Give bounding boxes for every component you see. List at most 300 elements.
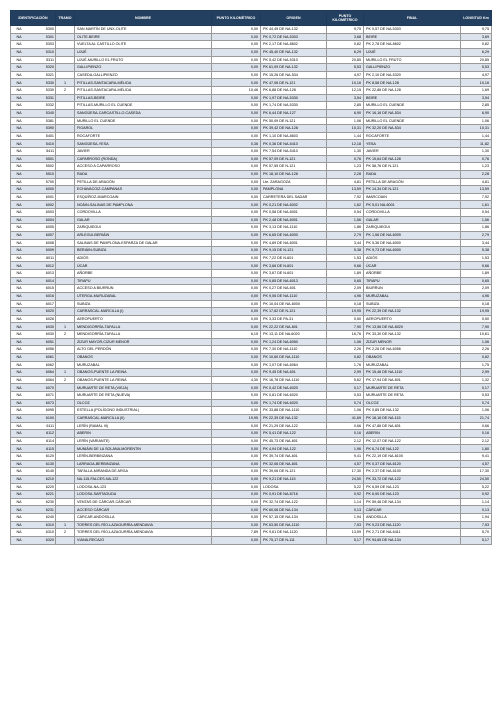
cell-pk-origen: 0,00 — [212, 338, 261, 346]
cell-pk-origen: 0,00 — [212, 41, 261, 49]
table-row — [11, 399, 492, 407]
cell-longitud: 9,75 — [461, 26, 492, 34]
cell-carretera: NA — [16, 111, 22, 116]
cell-nombre: AÑORBE — [75, 270, 212, 278]
cell-final: PK 18,16 DE NA-115 — [364, 414, 461, 422]
cell-nombre: JAVIER — [75, 148, 212, 156]
cell-origen: PK 75,17 DE N-111 — [261, 536, 327, 544]
cell-origen: PK 21,29 DE NA-122 — [261, 422, 327, 430]
cell-nombre: CARRASCAL-MARCILLA (I) — [75, 308, 212, 316]
cell-pk-origen: 0,00 — [212, 262, 261, 270]
cell-pk-origen: 0,00 — [212, 384, 261, 392]
cell-origen: PK 1,74 DE NA-5330 — [261, 102, 327, 110]
cell-final: ÚCAR — [364, 262, 461, 270]
cell-carretera: NA — [16, 217, 22, 222]
cell-pk-origen: 0,00 — [212, 201, 261, 209]
cell-nombre: PITILLAS-MURILLO EL CUENDE — [75, 102, 212, 110]
cell-carretera: NA — [16, 385, 22, 390]
cell-longitud: 13,59 — [461, 186, 492, 194]
cell-nombre: VIANA-RECAJO — [75, 536, 212, 544]
cell-identificacion-group — [11, 216, 56, 224]
cell-identificacion: 5320 — [45, 65, 54, 70]
table-row — [11, 94, 492, 102]
cell-carretera: NA — [16, 156, 22, 161]
cell-final: PK 94,65 DE NA-134 — [364, 536, 461, 544]
cell-pk-final: 2,09 — [327, 285, 364, 293]
cell-tramo — [56, 262, 75, 270]
cell-longitud: 0,66 — [461, 262, 492, 270]
cell-final: PK 8,58 DE NA-128 — [364, 79, 461, 87]
cell-final: PK 58,76 DE N-121 — [364, 163, 461, 171]
cell-pk-final: 16,76 — [327, 331, 364, 339]
cell-pk-final: 4,96 — [327, 292, 364, 300]
cell-longitud: 0,66 — [461, 422, 492, 430]
cell-nombre: TORRES DEL RÍO-LAZAGURRÍA-MENDAVIA — [75, 529, 212, 537]
table-row — [11, 285, 492, 293]
cell-longitud: 10,16 — [461, 79, 492, 87]
cell-carretera: NA — [16, 233, 22, 238]
cell-tramo — [56, 170, 75, 178]
cell-final: ZARIQUIEGUI — [364, 224, 461, 232]
cell-carretera: NA — [16, 530, 22, 535]
cell-longitud: 1,56 — [461, 216, 492, 224]
cell-nombre: UJUÉ — [75, 48, 212, 56]
cell-pk-origen: 0,00 — [212, 155, 261, 163]
cell-nombre: VUELTA AL CASTILLO OLITE — [75, 41, 212, 49]
cell-origen: PK 0,81 DE NA-6020 — [261, 392, 327, 400]
cell-tramo — [56, 102, 75, 110]
cell-identificacion: 6130 — [45, 461, 54, 466]
cell-final: YESA — [364, 140, 461, 148]
cell-nombre: CAPARROSO (RONDA) — [75, 155, 212, 163]
cell-pk-final: 0,66 — [327, 262, 364, 270]
cell-origen: PK 10,04 DE NA-6000 — [261, 300, 327, 308]
cell-final: MURILLO EL CUENDE — [364, 102, 461, 110]
table-row — [11, 300, 492, 308]
cell-final: PK 15,64 DE NA-128 — [364, 155, 461, 163]
cell-tramo — [56, 64, 75, 72]
cell-longitud: 3,54 — [461, 94, 492, 102]
table-row — [11, 468, 492, 476]
cell-carretera: NA — [16, 515, 22, 520]
cell-identificacion: 6051 — [45, 339, 54, 344]
cell-nombre: PITILLAS-BEIRE — [75, 94, 212, 102]
cell-origen: PK 44,49 DE NA-132 — [261, 26, 327, 34]
cell-longitud: 5,53 — [461, 64, 492, 72]
cell-nombre: OBANOS-PUENTE LA REINA — [75, 376, 212, 384]
cell-pk-origen: 0,00 — [212, 445, 261, 453]
cell-pk-final: 20,85 — [327, 56, 364, 64]
cell-identificacion-group — [11, 422, 56, 430]
cell-final: AEROPUERTO — [364, 315, 461, 323]
cell-longitud: 0,16 — [461, 430, 492, 438]
cell-longitud: 1,80 — [461, 445, 492, 453]
cell-carretera: NA — [16, 309, 22, 314]
cell-carretera: NA — [16, 50, 22, 55]
cell-tramo — [56, 399, 75, 407]
cell-carretera: NA — [16, 57, 22, 62]
cell-carretera: NA — [16, 263, 22, 268]
table-row — [11, 224, 492, 232]
cell-carretera: NA — [16, 133, 22, 138]
cell-final: PK 13,56 DE NA-6020 — [364, 323, 461, 331]
cell-nombre: PETILLA DE ARAGÓN — [75, 178, 212, 186]
cell-pk-origen: 10,46 — [212, 87, 261, 95]
cell-origen: PK 1,10 DE NA-8603 — [261, 132, 327, 140]
cell-nombre: MURILLO EL CUENDE — [75, 117, 212, 125]
table-row — [11, 407, 492, 415]
cell-final: ADIÓS — [364, 254, 461, 262]
cell-identificacion: 6056 — [45, 347, 54, 352]
table-row — [11, 132, 492, 140]
cell-tramo — [56, 94, 75, 102]
cell-pk-final: 10,31 — [327, 125, 364, 133]
cell-carretera: NA — [16, 126, 22, 131]
cell-nombre: ARLEGUI-BERIÁIN — [75, 231, 212, 239]
cell-nombre: ADIÓS — [75, 254, 212, 262]
cell-tramo: 1 — [56, 369, 75, 377]
cell-final: ANDOSILLA — [364, 514, 461, 522]
cell-longitud: 1,86 — [461, 224, 492, 232]
cell-longitud: 0,13 — [461, 506, 492, 514]
cell-pk-final: 3,44 — [327, 239, 364, 247]
cell-tramo — [56, 430, 75, 438]
cell-identificacion: 6001 — [45, 194, 54, 199]
cell-carretera: NA — [16, 492, 22, 497]
cell-final: PK 2,26 DE NA-6056 — [364, 346, 461, 354]
table-row — [11, 48, 492, 56]
cell-tramo: 1 — [56, 521, 75, 529]
cell-origen: PK 61,09 DE NA-132 — [261, 64, 327, 72]
cell-nombre: OBANOS — [75, 353, 212, 361]
cell-identificacion-group — [11, 87, 56, 95]
cell-carretera: NA — [16, 240, 22, 245]
cell-longitud: 19,95 — [461, 308, 492, 316]
cell-origen: PK 57,55 DE N-121 — [261, 163, 327, 171]
cell-pk-final: 9,75 — [327, 26, 364, 34]
cell-tramo — [56, 292, 75, 300]
table-row — [11, 414, 492, 422]
cell-origen: PK 60,06 DE NA-134 — [261, 506, 327, 514]
cell-pk-final: 13,59 — [327, 186, 364, 194]
cell-identificacion-group — [11, 491, 56, 499]
cell-identificacion: 6064 — [45, 377, 54, 382]
cell-pk-origen: 0,00 — [212, 353, 261, 361]
cell-longitud: 1,53 — [461, 254, 492, 262]
cell-pk-final: 0,50 — [327, 315, 364, 323]
cell-origen: PK 4,89 DE NA-6001 — [261, 239, 327, 247]
cell-origen: PK 0,27 DE NA-601 — [261, 285, 327, 293]
cell-final: ZIZUR MENOR — [364, 338, 461, 346]
cell-carretera: NA — [16, 118, 22, 123]
table-row — [11, 79, 492, 87]
cell-pk-origen: 0,00 — [212, 239, 261, 247]
cell-pk-final: 0,66 — [327, 422, 364, 430]
cell-longitud: 5,70 — [461, 529, 492, 537]
cell-tramo — [56, 216, 75, 224]
cell-pk-final: 1,89 — [327, 270, 364, 278]
cell-identificacion-group — [11, 71, 56, 79]
cell-final: SUBIZA — [364, 300, 461, 308]
cell-tramo — [56, 422, 75, 430]
cell-identificacion: 6011 — [46, 255, 54, 260]
cell-carretera: NA — [16, 172, 22, 177]
cell-nombre: AEROPUERTO — [75, 315, 212, 323]
cell-longitud: 4,97 — [461, 71, 492, 79]
cell-nombre: SAN MARTÍN DE UNX-OLITE — [75, 26, 212, 34]
cell-identificacion: 6320 — [45, 538, 54, 543]
cell-pk-origen: 0,00 — [212, 422, 261, 430]
cell-pk-final: 3,54 — [327, 94, 364, 102]
cell-origen: PK 3,66 DE N-601 — [261, 262, 327, 270]
cell-identificacion: 5401 — [45, 133, 54, 138]
cell-longitud: 10,31 — [461, 125, 492, 133]
cell-identificacion-group — [11, 148, 56, 156]
cell-tramo — [56, 315, 75, 323]
cell-final: PK 0,85 DE NA-132 — [364, 407, 461, 415]
cell-identificacion-group — [11, 414, 56, 422]
table-row — [11, 26, 492, 34]
cell-origen: PK 0,36 DE NA-5410 — [261, 140, 327, 148]
cell-pk-final: 4,81 — [327, 178, 364, 186]
cell-tramo — [56, 71, 75, 79]
cell-pk-origen: 0,00 — [212, 64, 261, 72]
cell-pk-origen: 0,00 — [212, 33, 261, 41]
cell-longitud: 1,06 — [461, 117, 492, 125]
cell-carretera: NA — [16, 484, 22, 489]
cell-pk-final: 5,17 — [327, 536, 364, 544]
cell-identificacion: 5390 — [45, 126, 54, 131]
cell-final: ABERIN — [364, 430, 461, 438]
cell-longitud: 5,17 — [461, 536, 492, 544]
cell-identificacion-group — [11, 209, 56, 217]
cell-tramo — [56, 498, 75, 506]
cell-final: TIRAPU — [364, 277, 461, 285]
cell-identificacion-group — [11, 407, 56, 415]
cell-final: PK 6,74 DE NA-122 — [364, 445, 461, 453]
cell-carretera: NA — [16, 210, 22, 215]
cell-carretera: NA — [16, 164, 22, 169]
cell-longitud: 1,44 — [461, 132, 492, 140]
cell-pk-final: 17,30 — [327, 468, 364, 476]
cell-identificacion: 6210 — [45, 477, 54, 482]
cell-tramo — [56, 132, 75, 140]
cell-origen: PK 0,58 DE NA-6001 — [261, 209, 327, 217]
cell-pk-final: 0,82 — [327, 41, 364, 49]
cell-final: UJUÉ — [364, 48, 461, 56]
cell-pk-origen: 0,00 — [212, 521, 261, 529]
cell-pk-final: 2,26 — [327, 346, 364, 354]
cell-carretera: NA — [16, 202, 22, 207]
cell-carretera: NA — [16, 27, 22, 32]
cell-identificacion: 6140 — [45, 469, 54, 474]
cell-pk-origen: 0,00 — [212, 369, 261, 377]
table-row — [11, 270, 492, 278]
cell-identificacion: 5330 — [45, 88, 54, 93]
cell-final: IMARCOAIN — [364, 193, 461, 201]
cell-carretera: NA — [16, 301, 22, 306]
cell-carretera: NA — [16, 393, 22, 398]
cell-carretera: NA — [16, 416, 22, 421]
cell-final: PK 16,16 DE NA-534 — [364, 109, 461, 117]
cell-carretera: NA — [16, 187, 22, 192]
cell-tramo — [56, 26, 75, 34]
table-row — [11, 292, 492, 300]
cell-identificacion-group — [11, 475, 56, 483]
cell-origen: PK 50,09 DE N-121 — [261, 117, 327, 125]
cell-identificacion-group — [11, 79, 56, 87]
cell-carretera: NA — [16, 507, 22, 512]
cell-final: OLCOZ — [364, 399, 461, 407]
cell-carretera: NA — [16, 431, 22, 436]
cell-pk-final: 1,53 — [327, 254, 364, 262]
cell-final: PK 33,30 DE NA-132 — [364, 331, 461, 339]
cell-identificacion-group — [11, 109, 56, 117]
cell-pk-origen: 0,00 — [212, 170, 261, 178]
table-header-row — [11, 11, 492, 26]
cell-final: PK 17,94 DE NA-601 — [364, 376, 461, 384]
cell-carretera: NA — [16, 362, 22, 367]
cell-longitud: 2,09 — [461, 285, 492, 293]
cell-longitud: 1,06 — [461, 407, 492, 415]
cell-identificacion: 5300 — [45, 27, 54, 32]
cell-identificacion: 6240 — [45, 515, 54, 520]
cell-carretera: NA — [16, 324, 22, 329]
table-row — [11, 536, 492, 544]
cell-identificacion-group — [11, 163, 56, 171]
table-row — [11, 117, 492, 125]
cell-pk-origen: 0,00 — [212, 399, 261, 407]
cell-longitud: 4,81 — [461, 178, 492, 186]
cell-nombre: PITILLAS-SANTACARA-MÉLIDA — [75, 79, 212, 87]
cell-final: MURILLO EL FRUTO — [364, 56, 461, 64]
cell-final: OBANOS — [364, 353, 461, 361]
cell-pk-origen: 0,00 — [212, 178, 261, 186]
cell-final: PK 6,90 DE NA-123 — [364, 491, 461, 499]
cell-nombre: UTERGA-MURUZABAL — [75, 292, 212, 300]
cell-origen: PK 5,42 DE NA-5310 — [261, 56, 327, 64]
cell-longitud: 2,12 — [461, 437, 492, 445]
cell-longitud: 2,79 — [461, 231, 492, 239]
cell-identificacion: 6026 — [45, 316, 54, 321]
cell-longitud: 0,17 — [461, 384, 492, 392]
table-row — [11, 376, 492, 384]
cell-origen: PK 4,94 DE NA-122 — [261, 445, 327, 453]
cell-identificacion-group — [11, 64, 56, 72]
cell-longitud: 0,82 — [461, 41, 492, 49]
cell-pk-final: 0,13 — [327, 506, 364, 514]
cell-pk-origen: 0,00 — [212, 247, 261, 255]
cell-origen: PK 9,61 DE NA-1120 — [261, 529, 327, 537]
cell-identificacion: 6002 — [45, 202, 54, 207]
cell-carretera: NA — [16, 271, 22, 276]
cell-pk-origen: 0,00 — [212, 209, 261, 217]
cell-identificacion: 6220 — [45, 484, 54, 489]
cell-identificacion-group — [11, 239, 56, 247]
table-row — [11, 437, 492, 445]
cell-identificacion: 6008 — [45, 240, 54, 245]
cell-final: PK 22,39 DE NA-132 — [364, 308, 461, 316]
table-row — [11, 140, 492, 148]
cell-longitud: 20,85 — [461, 56, 492, 64]
table-row — [11, 498, 492, 506]
cell-origen: PK 2,17 DE NA-8602 — [261, 41, 327, 49]
cell-origen: PK 22,22 DE NA-601 — [261, 323, 327, 331]
cell-identificacion: 6004 — [45, 217, 54, 222]
cell-pk-origen: 0,00 — [212, 285, 261, 293]
table-row — [11, 491, 492, 499]
cell-identificacion-group — [11, 430, 56, 438]
cell-pk-origen: 0,00 — [212, 407, 261, 415]
cell-carretera: NA — [16, 339, 22, 344]
cell-tramo — [56, 300, 75, 308]
table-row — [11, 453, 492, 461]
cell-pk-final: 1,56 — [327, 216, 364, 224]
cell-pk-origen: 0,00 — [212, 216, 261, 224]
cell-identificacion: 5330 — [45, 80, 54, 85]
cell-identificacion-group — [11, 460, 56, 468]
cell-identificacion: 6070 — [45, 385, 54, 390]
cell-identificacion-group — [11, 178, 56, 186]
cell-pk-final: 1,06 — [327, 338, 364, 346]
cell-pk-origen: 0,00 — [212, 483, 261, 491]
cell-pk-origen: 0,00 — [212, 323, 261, 331]
cell-pk-final: 1,94 — [327, 514, 364, 522]
cell-tramo — [56, 338, 75, 346]
cell-tramo — [56, 201, 75, 209]
cell-pk-origen: 0,00 — [212, 163, 261, 171]
cell-nombre: RADA — [75, 170, 212, 178]
cell-identificacion-group — [11, 376, 56, 384]
cell-carretera: NA — [16, 538, 22, 543]
cell-identificacion-group — [11, 308, 56, 316]
cell-identificacion: 6120 — [45, 454, 54, 459]
cell-pk-origen: 0,00 — [212, 193, 261, 201]
cell-pk-origen: 0,00 — [212, 514, 261, 522]
cell-carretera: NA — [16, 255, 22, 260]
cell-pk-final: 1,30 — [327, 148, 364, 156]
table-row — [11, 231, 492, 239]
cell-tramo — [56, 186, 75, 194]
cell-longitud: 7,92 — [461, 193, 492, 201]
cell-nombre: GALAR — [75, 216, 212, 224]
cell-origen: PK 33,88 DE NA-1110 — [261, 407, 327, 415]
cell-carretera: NA — [16, 469, 22, 474]
cell-longitud: 2,26 — [461, 346, 492, 354]
cell-longitud: 0,50 — [461, 315, 492, 323]
cell-identificacion: 5502 — [45, 164, 54, 169]
cell-identificacion: 6003 — [45, 210, 54, 215]
cell-identificacion-group — [11, 536, 56, 544]
cell-identificacion-group — [11, 117, 56, 125]
cell-final: PK 9,73 DE NA-6000 — [364, 247, 461, 255]
cell-pk-final: 5,38 — [327, 247, 364, 255]
cell-origen: PK 0,91 DE NA-8716 — [261, 491, 327, 499]
cell-nombre: MURUZABAL — [75, 361, 212, 369]
cell-identificacion-group — [11, 33, 56, 41]
cell-tramo — [56, 209, 75, 217]
cell-origen: PAMPLONA — [261, 186, 327, 194]
cell-pk-final: 2,79 — [327, 231, 364, 239]
cell-identificacion: 6030 — [45, 332, 54, 337]
cell-identificacion-group — [11, 361, 56, 369]
cell-tramo — [56, 445, 75, 453]
cell-origen: PK 22,39 DE NA-132 — [261, 414, 327, 422]
cell-identificacion: 6230 — [45, 499, 54, 504]
cell-origen: PK 63,50 DE NA-1110 — [261, 521, 327, 529]
cell-nombre: CORDOVILLA — [75, 209, 212, 217]
cell-origen: PK 57,09 DE N-121 — [261, 155, 327, 163]
